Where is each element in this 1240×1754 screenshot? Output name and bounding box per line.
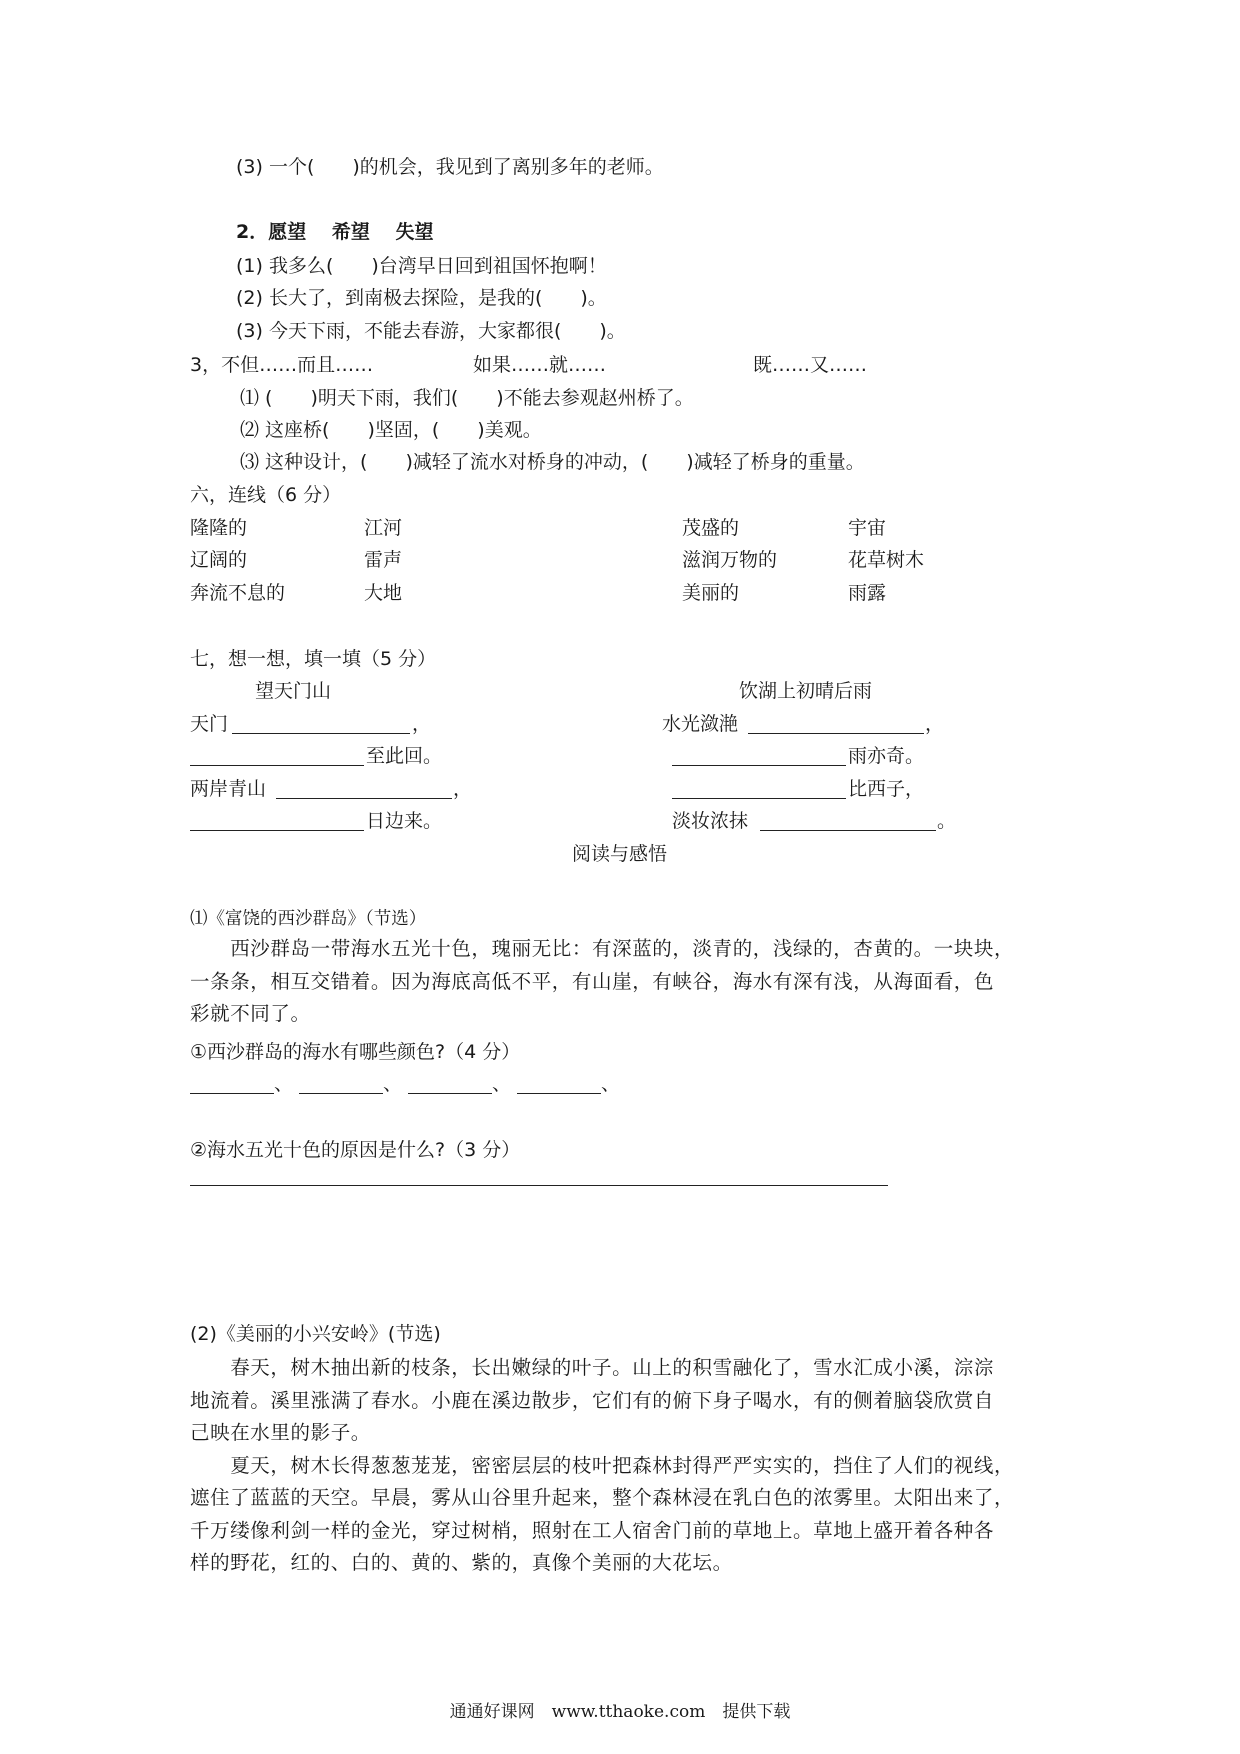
poem2-line4-suffix: 。 bbox=[937, 810, 957, 832]
color-blank-3[interactable] bbox=[408, 1093, 492, 1094]
poem1-blank-1[interactable] bbox=[232, 733, 410, 734]
poem1-line1-prefix: 天门 bbox=[190, 713, 229, 735]
q2-heading: 2．愿望 希望 失望 bbox=[236, 221, 434, 243]
match-right-3: 美丽的 bbox=[682, 582, 740, 604]
poem2-blank-1[interactable] bbox=[748, 733, 924, 734]
passage2-line-4: 夏天，树木长得葱葱茏茏，密密层层的枝叶把森林封得严严实实的，挡住了人们的视线， bbox=[190, 1453, 1015, 1477]
match-right-1: 茂盛的 bbox=[682, 517, 740, 539]
poem1-line1-suffix: ， bbox=[412, 713, 432, 735]
q3-connective-2: 如果……就…… bbox=[473, 354, 607, 376]
match-left-3-target: 大地 bbox=[364, 582, 403, 604]
q3-item-3: ⑶ 这种设计，( )减轻了流水对桥身的冲动，( )减轻了桥身的重量。 bbox=[240, 451, 865, 473]
poem2-line1-suffix: ， bbox=[925, 713, 945, 735]
match-left-2-target: 雷声 bbox=[364, 549, 403, 571]
passage2-line-6: 千万缕像利剑一样的金光，穿过树梢，照射在工人宿舍门前的草地上。草地上盛开着各种各 bbox=[190, 1518, 995, 1542]
poem2-line4-prefix: 淡妆浓抹 bbox=[672, 810, 749, 832]
poem2-title: 饮湖上初晴后雨 bbox=[739, 680, 873, 702]
passage1-question-1: ①西沙群岛的海水有哪些颜色?（4 分） bbox=[190, 1041, 521, 1063]
poem1-line3-suffix: ， bbox=[453, 778, 473, 800]
reading-title: 阅读与感悟 bbox=[572, 843, 668, 865]
poem1-line2-suffix: 至此回。 bbox=[366, 745, 443, 767]
match-left-3: 奔流不息的 bbox=[190, 582, 286, 604]
poem1-blank-4[interactable] bbox=[190, 830, 364, 831]
passage2-line-1: 春天，树木抽出新的枝条，长出嫩绿的叶子。山上的积雪融化了，雪水汇成小溪，淙淙 bbox=[190, 1356, 995, 1379]
match-left-1-target: 江河 bbox=[364, 517, 403, 539]
poem2-blank-4[interactable] bbox=[760, 830, 936, 831]
passage1-title: ⑴《富饶的西沙群岛》（节选） bbox=[190, 909, 427, 929]
color-sep-1: 、 bbox=[274, 1073, 294, 1095]
match-right-2: 滋润万物的 bbox=[682, 549, 778, 571]
match-right-1-target: 宇宙 bbox=[848, 517, 887, 539]
match-left-2: 辽阔的 bbox=[190, 549, 248, 571]
poem2-blank-2[interactable] bbox=[672, 765, 846, 766]
page-footer: 通通好课网 www.tthaoke.com 提供下载 bbox=[449, 1702, 791, 1722]
passage1-line-3: 彩就不同了。 bbox=[190, 1002, 311, 1025]
poem2-line2-suffix: 雨亦奇。 bbox=[848, 745, 925, 767]
passage2-line-7: 样的野花，红的、白的、黄的、紫的，真像个美丽的大花坛。 bbox=[190, 1551, 733, 1574]
color-sep-3: 、 bbox=[492, 1073, 512, 1095]
q3-connective-3: 既……又…… bbox=[753, 354, 868, 376]
color-blank-4[interactable] bbox=[517, 1093, 601, 1094]
passage2-title: (2)《美丽的小兴安岭》(节选) bbox=[190, 1323, 441, 1345]
passage1-line-1: 西沙群岛一带海水五光十色，瑰丽无比：有深蓝的，淡青的，浅绿的，杏黄的。一块块， bbox=[190, 937, 1015, 960]
poem2-blank-3[interactable] bbox=[672, 798, 846, 799]
passage2-line-3: 己映在水里的影子。 bbox=[190, 1421, 371, 1444]
match-left-1: 隆隆的 bbox=[190, 517, 248, 539]
passage1-line-2: 一条条，相互交错着。因为海底高低不平，有山崖，有峡谷，海水有深有浅，从海面看，色 bbox=[190, 969, 995, 993]
passage2-text bbox=[190, 1352, 1060, 1580]
poem1-title: 望天门山 bbox=[255, 680, 332, 702]
poem1-line3-prefix: 两岸青山 bbox=[190, 778, 267, 800]
q1-item-3: (3) 一个( )的机会，我见到了离别多年的老师。 bbox=[236, 156, 664, 178]
reason-answer-line[interactable] bbox=[190, 1185, 888, 1186]
passage2-line-5: 遮住了蓝蓝的天空。早晨，雾从山谷里升起来，整个森林浸在乳白色的浓雾里。太阳出来了， bbox=[190, 1486, 1015, 1509]
q3-connective-1: 3，不但……而且…… bbox=[190, 354, 374, 376]
q2-item-3: (3) 今天下雨，不能去春游，大家都很( )。 bbox=[236, 320, 626, 342]
poem1-line4-suffix: 日边来。 bbox=[366, 810, 443, 832]
color-blank-2[interactable] bbox=[299, 1093, 383, 1094]
color-sep-2: 、 bbox=[383, 1073, 403, 1095]
passage2-line-2: 地流着。溪里涨满了春水。小鹿在溪边散步，它们有的俯下身子喝水，有的侧着脑袋欣赏自 bbox=[190, 1388, 995, 1412]
q3-item-1: ⑴ ( )明天下雨，我们( )不能去参观赵州桥了。 bbox=[240, 387, 694, 409]
poem1-blank-3[interactable] bbox=[276, 798, 452, 799]
match-right-2-target: 花草树木 bbox=[848, 549, 925, 571]
color-blank-1[interactable] bbox=[190, 1093, 274, 1094]
color-sep-4: 、 bbox=[601, 1073, 621, 1095]
passage1-question-2: ②海水五光十色的原因是什么?（3 分） bbox=[190, 1139, 521, 1161]
poem1-blank-2[interactable] bbox=[190, 765, 364, 766]
q3-item-2: ⑵ 这座桥( )坚固，( )美观。 bbox=[240, 419, 542, 441]
match-right-3-target: 雨露 bbox=[848, 582, 887, 604]
q2-item-1: (1) 我多么( )台湾早日回到祖国怀抱啊！ bbox=[236, 255, 607, 277]
poem2-line3-suffix: 比西子， bbox=[848, 778, 925, 800]
poem2-line1-prefix: 水光潋滟 bbox=[662, 713, 739, 735]
q2-item-2: (2) 长大了，到南极去探险，是我的( )。 bbox=[236, 287, 607, 309]
passage1-text bbox=[190, 933, 1060, 1031]
section7-title: 七，想一想，填一填（5 分） bbox=[190, 648, 437, 670]
section6-title: 六，连线（6 分） bbox=[190, 484, 342, 506]
